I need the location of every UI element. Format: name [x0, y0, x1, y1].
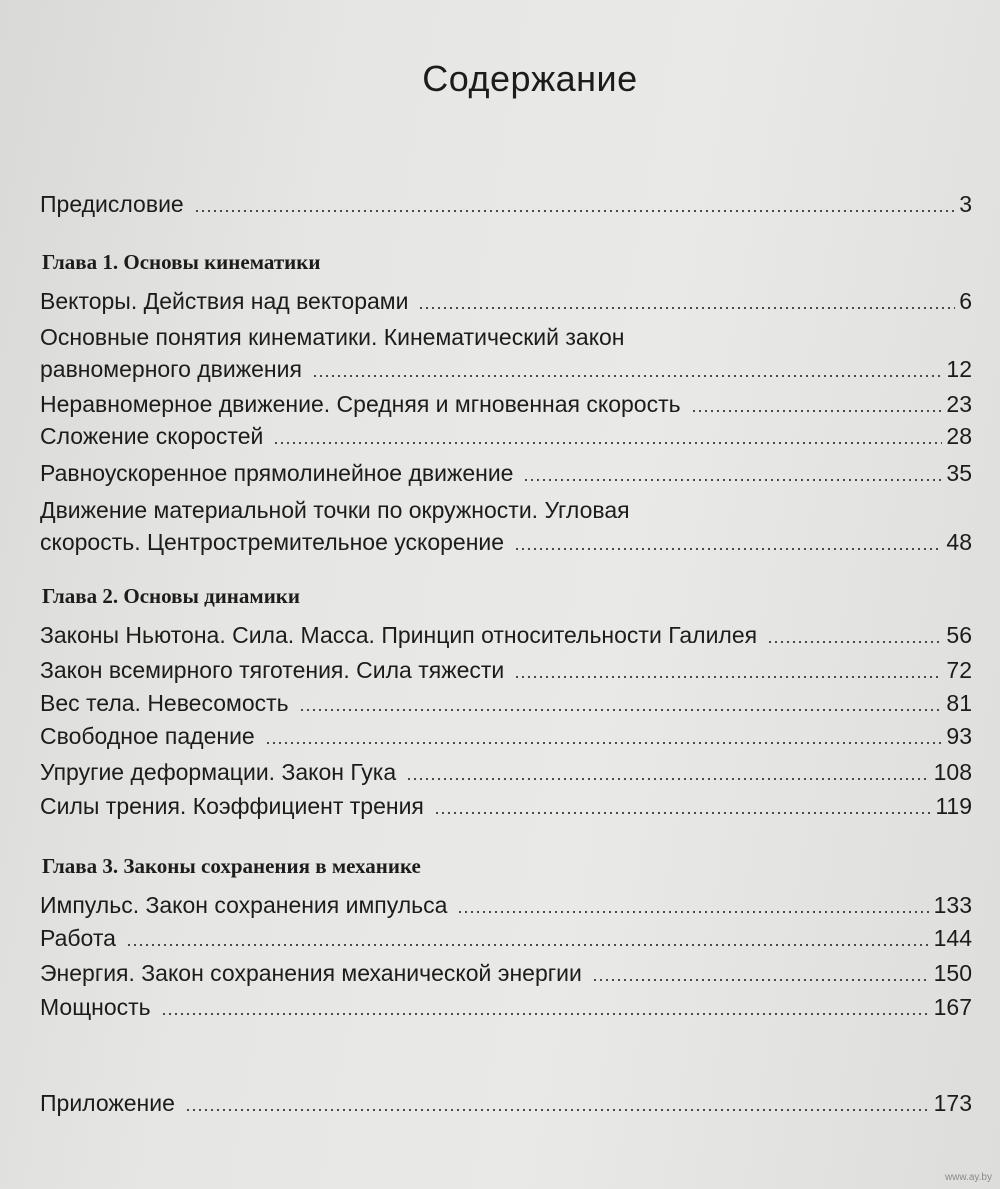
toc-entry-label: Свободное падение: [40, 723, 255, 749]
toc-entry-page: 93: [946, 723, 972, 749]
toc-entry: [40, 689, 972, 717]
toc-entry-page: 167: [933, 994, 972, 1020]
toc-entry-label: Законы Ньютона. Сила. Масса. Принцип относительности Галилея: [40, 622, 758, 648]
toc-entry-label: Силы трения. Коэффициент трения: [40, 793, 424, 819]
toc-entry-page: 144: [933, 925, 972, 951]
dot-leader: [312, 375, 942, 377]
toc-entry: [40, 390, 972, 418]
toc-entry-label: Закон всемирного тяготения. Сила тяжести: [40, 657, 505, 683]
toc-entry-page: 133: [933, 892, 972, 918]
toc-entry: [40, 528, 972, 556]
chapter-heading: Глава 2. Основы динамики: [42, 584, 301, 608]
toc-entry-first-line: Движение материальной точки по окружности. Угловая: [40, 497, 630, 523]
toc-entry-page: 150: [933, 960, 972, 986]
toc-entry: [40, 959, 972, 987]
toc-entry-label: Приложение: [40, 1090, 175, 1116]
toc-entry-label: Энергия. Закон сохранения механической энергии: [40, 960, 582, 986]
toc-entry-label: Вес тела. Невесомость: [40, 690, 289, 716]
toc-entry-page: 108: [933, 759, 972, 785]
dot-leader: [592, 979, 930, 981]
chapter-heading: Глава 3. Законы сохранения в механике: [42, 854, 421, 878]
toc-entry-page: 81: [946, 690, 972, 716]
toc-entry-label: Предисловие: [40, 191, 184, 217]
toc-entry-label: Упругие деформации. Закон Гука: [40, 759, 397, 785]
toc-entry: [40, 924, 972, 952]
toc-entry: [40, 355, 972, 383]
dot-leader: [434, 812, 931, 814]
page-title: Содержание: [422, 58, 638, 99]
dot-leader: [523, 479, 942, 481]
dot-leader: [418, 307, 955, 309]
toc-entry-label: Сложение скоростей: [40, 423, 264, 449]
toc-entry-label: Равноускоренное прямолинейное движение: [40, 460, 514, 486]
dot-leader: [691, 410, 943, 412]
toc-entry-label: Векторы. Действия над векторами: [40, 288, 409, 314]
toc-entry: [40, 656, 972, 684]
toc-entry-label: Неравномерное движение. Средняя и мгновенная скорость: [40, 391, 681, 417]
toc-entry: [40, 621, 972, 649]
toc-entry: [40, 758, 972, 786]
dot-leader: [299, 709, 943, 711]
toc-entry-page: 72: [946, 657, 972, 683]
toc-entry-label: Импульс. Закон сохранения импульса: [40, 892, 448, 918]
toc-entry-label: Мощность: [40, 994, 151, 1020]
toc-entry-page: 12: [946, 356, 972, 382]
toc-entry-page: 48: [946, 529, 972, 555]
toc-entry: [40, 1089, 972, 1117]
toc-entry-page: 28: [946, 423, 972, 449]
toc-entry: [40, 891, 972, 919]
toc-entry: [40, 722, 972, 750]
toc-entry-page: 173: [933, 1090, 972, 1116]
dot-leader: [514, 548, 942, 550]
toc-entry-label: равномерного движения: [40, 356, 302, 382]
dot-leader: [767, 641, 942, 643]
toc-entry: [40, 422, 972, 450]
toc-entry-page: 119: [935, 793, 972, 819]
toc-entry-first-line: Основные понятия кинематики. Кинематический закон: [40, 324, 625, 350]
dot-leader: [194, 210, 955, 212]
toc-entry-label: скорость. Центростремительное ускорение: [40, 529, 505, 555]
toc-entry: [40, 792, 972, 820]
toc-entry: [40, 993, 972, 1021]
dot-leader: [514, 676, 942, 678]
dot-leader: [406, 778, 930, 780]
chapter-heading: Глава 1. Основы кинематики: [42, 250, 321, 274]
toc-entry-page: 6: [959, 288, 972, 314]
dot-leader: [265, 742, 943, 744]
watermark: www.ay.by: [944, 1172, 992, 1183]
toc-entry-label: Работа: [40, 925, 116, 951]
dot-leader: [185, 1109, 930, 1111]
toc-entry-page: 56: [946, 622, 972, 648]
toc-entry-page: 35: [946, 460, 972, 486]
dot-leader: [273, 442, 942, 444]
toc-entry-page: 23: [946, 391, 972, 417]
toc-entry: [40, 287, 972, 315]
dot-leader: [161, 1013, 930, 1015]
toc-entry: [40, 190, 972, 218]
dot-leader: [457, 911, 929, 913]
toc-entry-page: 3: [959, 191, 972, 217]
toc-entry: [40, 459, 972, 487]
dot-leader: [126, 944, 930, 946]
